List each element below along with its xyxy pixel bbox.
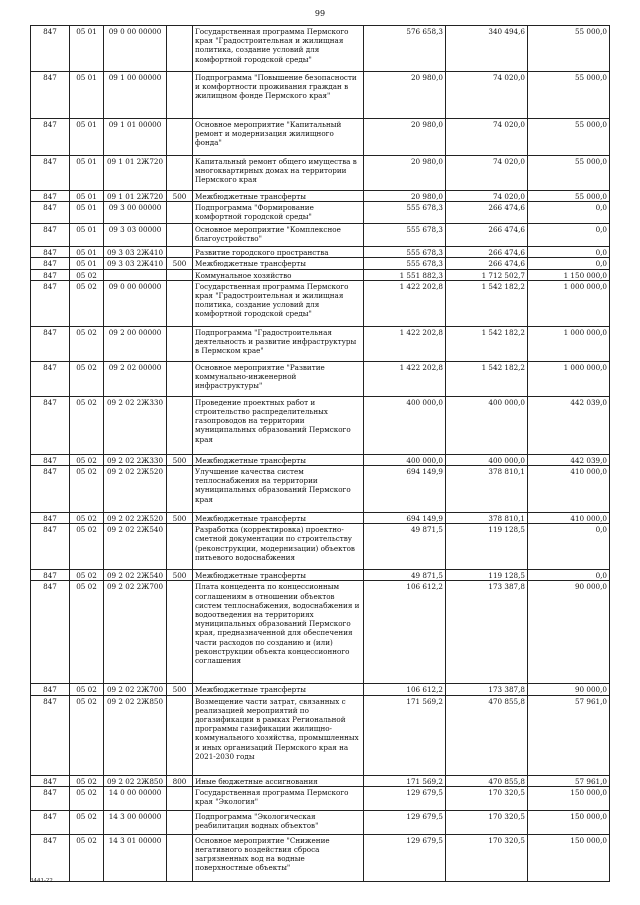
section-code-cell: 05 02 — [70, 570, 104, 581]
amount-2022-cell: 555 678,3 — [364, 202, 446, 224]
amount-2024-cell: 442 039,0 — [528, 396, 610, 454]
ministry-code-cell: 847 — [31, 684, 70, 695]
ministry-code-cell: 847 — [31, 202, 70, 224]
expense-type-cell — [167, 119, 193, 156]
target-article-cell: 14 0 00 00000 — [104, 786, 167, 810]
amount-2023-cell: 378 810,1 — [446, 513, 528, 524]
amount-2023-cell: 173 387,8 — [446, 581, 528, 684]
section-code-cell: 05 01 — [70, 191, 104, 202]
amount-2024-cell: 410 000,0 — [528, 513, 610, 524]
target-article-cell: 09 1 01 00000 — [104, 119, 167, 156]
item-name-cell: Подпрограмма "Градостроительная деятельность и развитие инфраструктуры в Пермском крае" — [193, 326, 364, 361]
amount-2022-cell: 694 149,9 — [364, 513, 446, 524]
amount-2022-cell: 576 658,3 — [364, 26, 446, 72]
amount-2024-cell: 57 961,0 — [528, 775, 610, 786]
table-row — [31, 191, 610, 202]
amount-2024-cell: 55 000,0 — [528, 156, 610, 191]
amount-2023-cell: 74 020,0 — [446, 72, 528, 119]
expense-type-cell — [167, 466, 193, 513]
amount-2024-cell: 57 961,0 — [528, 695, 610, 775]
expense-type-cell — [167, 224, 193, 247]
expense-type-cell — [167, 72, 193, 119]
ministry-code-cell: 847 — [31, 269, 70, 280]
table-row — [31, 72, 610, 119]
section-code-cell: 05 01 — [70, 26, 104, 72]
budget-table-body — [31, 26, 610, 882]
ministry-code-cell: 847 — [31, 396, 70, 454]
amount-2023-cell: 378 810,1 — [446, 466, 528, 513]
amount-2023-cell: 266 474,6 — [446, 247, 528, 258]
target-article-cell: 09 2 02 2Ж330 — [104, 454, 167, 465]
target-article-cell: 09 0 00 00000 — [104, 280, 167, 326]
expense-type-cell — [167, 834, 193, 881]
amount-2024-cell: 1 000 000,0 — [528, 326, 610, 361]
item-name-cell: Государственная программа Пермского края "Градостроительная и жилищная политика, создание условий для комфортной городской среды" — [193, 26, 364, 72]
item-name-cell: Межбюджетные трансферты — [193, 684, 364, 695]
amount-2022-cell: 694 149,9 — [364, 466, 446, 513]
table-row — [31, 247, 610, 258]
table-row — [31, 156, 610, 191]
target-article-cell: 09 2 02 2Ж540 — [104, 524, 167, 570]
amount-2024-cell: 410 000,0 — [528, 466, 610, 513]
expense-type-cell: 800 — [167, 775, 193, 786]
target-article-cell: 09 2 02 2Ж330 — [104, 396, 167, 454]
item-name-cell: Возмещение части затрат, связанных с реализацией мероприятий по догазификации в рамках Региональной программы газификации жилищно-коммунального хозяйства, промышленных и иных организаций Пермского края на 2021-2030 годы — [193, 695, 364, 775]
target-article-cell: 09 2 02 2Ж850 — [104, 695, 167, 775]
expense-type-cell — [167, 524, 193, 570]
document-code: 3441-22 — [30, 878, 53, 884]
expense-type-cell: 500 — [167, 191, 193, 202]
ministry-code-cell: 847 — [31, 834, 70, 881]
amount-2024-cell: 150 000,0 — [528, 834, 610, 881]
item-name-cell: Коммунальное хозяйство — [193, 269, 364, 280]
target-article-cell: 09 3 00 00000 — [104, 202, 167, 224]
ministry-code-cell: 847 — [31, 156, 70, 191]
amount-2022-cell: 49 871,5 — [364, 524, 446, 570]
amount-2022-cell: 171 569,2 — [364, 775, 446, 786]
amount-2024-cell: 0,0 — [528, 570, 610, 581]
section-code-cell: 05 02 — [70, 326, 104, 361]
amount-2023-cell: 74 020,0 — [446, 119, 528, 156]
section-code-cell: 05 02 — [70, 524, 104, 570]
amount-2022-cell: 129 679,5 — [364, 786, 446, 810]
item-name-cell: Проведение проектных работ и строительство распределительных газопроводов на территории муниципальных образований Пермского края — [193, 396, 364, 454]
target-article-cell: 09 2 02 2Ж700 — [104, 581, 167, 684]
ministry-code-cell: 847 — [31, 247, 70, 258]
section-code-cell: 05 02 — [70, 834, 104, 881]
section-code-cell: 05 02 — [70, 454, 104, 465]
section-code-cell: 05 02 — [70, 269, 104, 280]
amount-2023-cell: 266 474,6 — [446, 258, 528, 269]
amount-2024-cell: 1 000 000,0 — [528, 361, 610, 396]
amount-2023-cell: 400 000,0 — [446, 454, 528, 465]
table-row — [31, 258, 610, 269]
table-row — [31, 834, 610, 881]
table-row — [31, 810, 610, 834]
target-article-cell: 09 2 02 2Ж540 — [104, 570, 167, 581]
amount-2022-cell: 129 679,5 — [364, 810, 446, 834]
table-row — [31, 26, 610, 72]
expense-type-cell — [167, 361, 193, 396]
section-code-cell: 05 02 — [70, 466, 104, 513]
ministry-code-cell: 847 — [31, 513, 70, 524]
item-name-cell: Межбюджетные трансферты — [193, 513, 364, 524]
expense-type-cell: 500 — [167, 570, 193, 581]
amount-2023-cell: 170 320,5 — [446, 810, 528, 834]
expense-type-cell — [167, 581, 193, 684]
table-row — [31, 202, 610, 224]
table-row — [31, 570, 610, 581]
item-name-cell: Плата концедента по концессионным соглашениям в отношении объектов систем теплоснабжения, водоснабжения и водоотведения на территориях муниципальных образований Пермского края, предназначенной для обеспечения части расходов по созданию и (или) реконструкции объекта концессионного соглашения — [193, 581, 364, 684]
amount-2023-cell: 340 494,6 — [446, 26, 528, 72]
ministry-code-cell: 847 — [31, 466, 70, 513]
amount-2024-cell: 1 000 000,0 — [528, 280, 610, 326]
amount-2024-cell: 442 039,0 — [528, 454, 610, 465]
item-name-cell: Основное мероприятие "Комплексное благоустройство" — [193, 224, 364, 247]
amount-2024-cell: 0,0 — [528, 258, 610, 269]
amount-2024-cell: 55 000,0 — [528, 72, 610, 119]
target-article-cell: 09 3 03 00000 — [104, 224, 167, 247]
item-name-cell: Межбюджетные трансферты — [193, 258, 364, 269]
amount-2024-cell: 150 000,0 — [528, 786, 610, 810]
amount-2022-cell: 20 980,0 — [364, 119, 446, 156]
item-name-cell: Основное мероприятие "Капитальный ремонт и модернизация жилищного фонда" — [193, 119, 364, 156]
amount-2024-cell: 55 000,0 — [528, 191, 610, 202]
section-code-cell: 05 01 — [70, 224, 104, 247]
target-article-cell: 09 2 02 2Ж700 — [104, 684, 167, 695]
amount-2022-cell: 49 871,5 — [364, 570, 446, 581]
ministry-code-cell: 847 — [31, 326, 70, 361]
amount-2022-cell: 1 422 202,8 — [364, 280, 446, 326]
amount-2023-cell: 119 128,5 — [446, 524, 528, 570]
target-article-cell: 09 2 02 2Ж520 — [104, 466, 167, 513]
table-row — [31, 396, 610, 454]
section-code-cell: 05 02 — [70, 810, 104, 834]
target-article-cell — [104, 269, 167, 280]
ministry-code-cell: 847 — [31, 454, 70, 465]
item-name-cell: Улучшение качества систем теплоснабжения на территории муниципальных образований Пермского края — [193, 466, 364, 513]
table-row — [31, 326, 610, 361]
item-name-cell: Межбюджетные трансферты — [193, 570, 364, 581]
section-code-cell: 05 02 — [70, 361, 104, 396]
section-code-cell: 05 01 — [70, 72, 104, 119]
section-code-cell: 05 02 — [70, 280, 104, 326]
ministry-code-cell: 847 — [31, 280, 70, 326]
amount-2023-cell: 470 855,8 — [446, 775, 528, 786]
ministry-code-cell: 847 — [31, 810, 70, 834]
expense-type-cell — [167, 156, 193, 191]
item-name-cell: Межбюджетные трансферты — [193, 454, 364, 465]
amount-2024-cell: 0,0 — [528, 524, 610, 570]
table-row — [31, 224, 610, 247]
amount-2022-cell: 555 678,3 — [364, 224, 446, 247]
item-name-cell: Подпрограмма "Повышение безопасности и комфортности проживания граждан в жилищном фонде Пермского края" — [193, 72, 364, 119]
target-article-cell: 14 3 01 00000 — [104, 834, 167, 881]
table-row — [31, 775, 610, 786]
section-code-cell: 05 02 — [70, 786, 104, 810]
amount-2022-cell: 171 569,2 — [364, 695, 446, 775]
amount-2023-cell: 170 320,5 — [446, 834, 528, 881]
page-number: 99 — [314, 9, 326, 18]
expense-type-cell: 500 — [167, 258, 193, 269]
target-article-cell: 09 2 02 2Ж520 — [104, 513, 167, 524]
expense-type-cell — [167, 396, 193, 454]
expense-type-cell: 500 — [167, 454, 193, 465]
target-article-cell: 09 2 00 00000 — [104, 326, 167, 361]
target-article-cell: 09 0 00 00000 — [104, 26, 167, 72]
table-row — [31, 684, 610, 695]
amount-2023-cell: 119 128,5 — [446, 570, 528, 581]
amount-2022-cell: 1 422 202,8 — [364, 326, 446, 361]
amount-2024-cell: 90 000,0 — [528, 684, 610, 695]
amount-2023-cell: 74 020,0 — [446, 191, 528, 202]
table-row — [31, 695, 610, 775]
amount-2023-cell: 266 474,6 — [446, 202, 528, 224]
ministry-code-cell: 847 — [31, 570, 70, 581]
expense-type-cell: 500 — [167, 684, 193, 695]
amount-2024-cell: 1 150 000,0 — [528, 269, 610, 280]
item-name-cell: Капитальный ремонт общего имущества в многоквартирных домах на территории Пермского края — [193, 156, 364, 191]
amount-2022-cell: 1 551 882,3 — [364, 269, 446, 280]
section-code-cell: 05 01 — [70, 202, 104, 224]
table-row — [31, 280, 610, 326]
item-name-cell: Государственная программа Пермского края "Градостроительная и жилищная политика, создание условий для комфортной городской среды" — [193, 280, 364, 326]
item-name-cell: Подпрограмма "Формирование комфортной городской среды" — [193, 202, 364, 224]
expense-type-cell — [167, 695, 193, 775]
item-name-cell: Подпрограмма "Экологическая реабилитация водных объектов" — [193, 810, 364, 834]
item-name-cell: Основное мероприятие "Снижение негативного воздействия сброса загрязненных вод на водные поверхностные объекты" — [193, 834, 364, 881]
amount-2024-cell: 55 000,0 — [528, 119, 610, 156]
item-name-cell: Государственная программа Пермского края "Экология" — [193, 786, 364, 810]
amount-2023-cell: 400 000,0 — [446, 396, 528, 454]
budget-table — [30, 25, 610, 882]
table-row — [31, 786, 610, 810]
amount-2022-cell: 555 678,3 — [364, 258, 446, 269]
expense-type-cell: 500 — [167, 513, 193, 524]
target-article-cell: 14 3 00 00000 — [104, 810, 167, 834]
section-code-cell: 05 02 — [70, 396, 104, 454]
table-row — [31, 524, 610, 570]
ministry-code-cell: 847 — [31, 695, 70, 775]
amount-2022-cell: 400 000,0 — [364, 454, 446, 465]
amount-2024-cell: 0,0 — [528, 202, 610, 224]
amount-2023-cell: 74 020,0 — [446, 156, 528, 191]
section-code-cell: 05 02 — [70, 513, 104, 524]
expense-type-cell — [167, 202, 193, 224]
amount-2022-cell: 20 980,0 — [364, 72, 446, 119]
amount-2022-cell: 1 422 202,8 — [364, 361, 446, 396]
section-code-cell: 05 02 — [70, 581, 104, 684]
ministry-code-cell: 847 — [31, 72, 70, 119]
amount-2024-cell: 55 000,0 — [528, 26, 610, 72]
table-row — [31, 454, 610, 465]
ministry-code-cell: 847 — [31, 224, 70, 247]
amount-2022-cell: 129 679,5 — [364, 834, 446, 881]
target-article-cell: 09 1 01 2Ж720 — [104, 191, 167, 202]
expense-type-cell — [167, 269, 193, 280]
amount-2023-cell: 1 712 502,7 — [446, 269, 528, 280]
amount-2024-cell: 150 000,0 — [528, 810, 610, 834]
ministry-code-cell: 847 — [31, 26, 70, 72]
section-code-cell: 05 01 — [70, 156, 104, 191]
amount-2022-cell: 106 612,2 — [364, 581, 446, 684]
expense-type-cell — [167, 326, 193, 361]
expense-type-cell — [167, 247, 193, 258]
expense-type-cell — [167, 26, 193, 72]
ministry-code-cell: 847 — [31, 191, 70, 202]
amount-2024-cell: 0,0 — [528, 224, 610, 247]
amount-2022-cell: 20 980,0 — [364, 156, 446, 191]
section-code-cell: 05 02 — [70, 684, 104, 695]
target-article-cell: 09 1 00 00000 — [104, 72, 167, 119]
ministry-code-cell: 847 — [31, 775, 70, 786]
table-row — [31, 581, 610, 684]
ministry-code-cell: 847 — [31, 786, 70, 810]
table-row — [31, 513, 610, 524]
amount-2022-cell: 106 612,2 — [364, 684, 446, 695]
target-article-cell: 09 2 02 00000 — [104, 361, 167, 396]
item-name-cell: Межбюджетные трансферты — [193, 191, 364, 202]
expense-type-cell — [167, 280, 193, 326]
target-article-cell: 09 2 02 2Ж850 — [104, 775, 167, 786]
amount-2022-cell: 20 980,0 — [364, 191, 446, 202]
target-article-cell: 09 3 03 2Ж410 — [104, 258, 167, 269]
amount-2023-cell: 266 474,6 — [446, 224, 528, 247]
section-code-cell: 05 02 — [70, 695, 104, 775]
item-name-cell: Иные бюджетные ассигнования — [193, 775, 364, 786]
amount-2023-cell: 470 855,8 — [446, 695, 528, 775]
target-article-cell: 09 3 03 2Ж410 — [104, 247, 167, 258]
table-row — [31, 269, 610, 280]
item-name-cell: Основное мероприятие "Развитие коммунально-инженерной инфраструктуры" — [193, 361, 364, 396]
target-article-cell: 09 1 01 2Ж720 — [104, 156, 167, 191]
ministry-code-cell: 847 — [31, 361, 70, 396]
section-code-cell: 05 01 — [70, 258, 104, 269]
section-code-cell: 05 02 — [70, 775, 104, 786]
amount-2023-cell: 173 387,8 — [446, 684, 528, 695]
amount-2023-cell: 170 320,5 — [446, 786, 528, 810]
amount-2023-cell: 1 542 182,2 — [446, 280, 528, 326]
ministry-code-cell: 847 — [31, 524, 70, 570]
expense-type-cell — [167, 810, 193, 834]
section-code-cell: 05 01 — [70, 247, 104, 258]
table-row — [31, 466, 610, 513]
ministry-code-cell: 847 — [31, 258, 70, 269]
amount-2024-cell: 90 000,0 — [528, 581, 610, 684]
table-row — [31, 361, 610, 396]
amount-2022-cell: 400 000,0 — [364, 396, 446, 454]
ministry-code-cell: 847 — [31, 581, 70, 684]
ministry-code-cell: 847 — [31, 119, 70, 156]
amount-2024-cell: 0,0 — [528, 247, 610, 258]
amount-2023-cell: 1 542 182,2 — [446, 361, 528, 396]
table-row — [31, 119, 610, 156]
section-code-cell: 05 01 — [70, 119, 104, 156]
amount-2023-cell: 1 542 182,2 — [446, 326, 528, 361]
amount-2022-cell: 555 678,3 — [364, 247, 446, 258]
item-name-cell: Разработка (корректировка) проектно-сметной документации по строительству (реконструкции, модернизации) объектов питьевого водоснабжения — [193, 524, 364, 570]
expense-type-cell — [167, 786, 193, 810]
item-name-cell: Развитие городского пространства — [193, 247, 364, 258]
